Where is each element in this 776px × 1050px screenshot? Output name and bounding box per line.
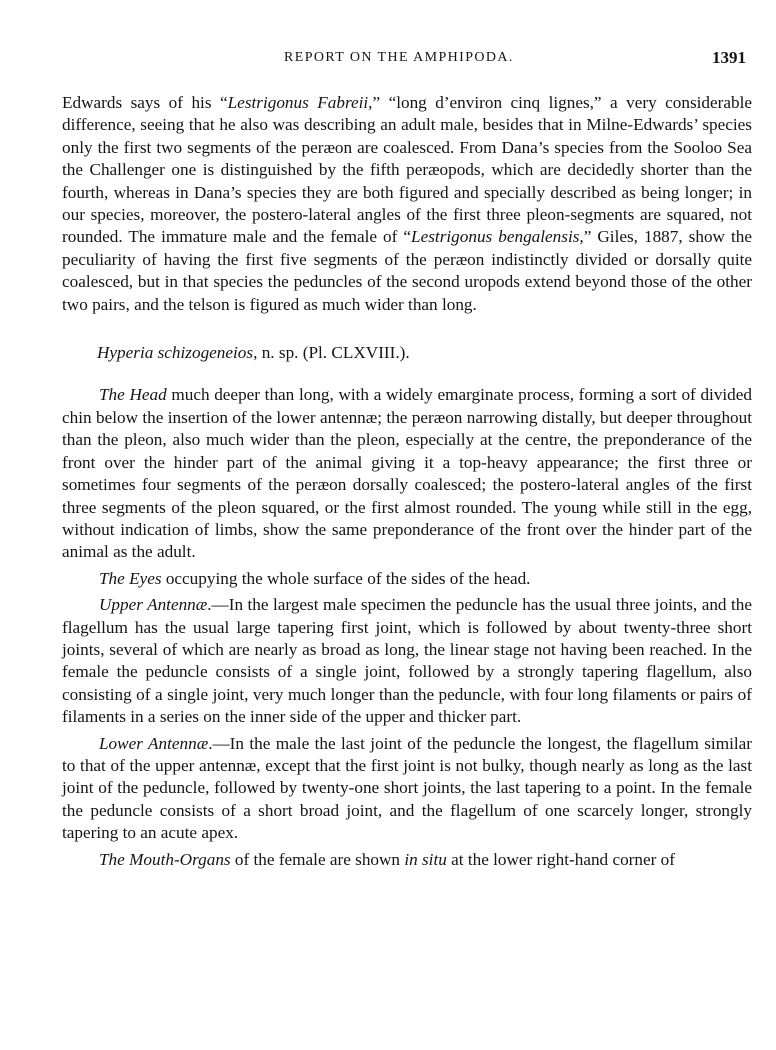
body-text: [62, 92, 752, 871]
paragraph-continuation: Edwards says of his “Lestrigonus Fabreii,” “long d’environ cinq lignes,” a very considerable difference, seeing that he also was describing an adult male, besides that in Milne-Edwards’ species only the first two segments of the peræon are coalesced. From Dana’s species from the Sooloo Sea the Challenger one is distinguished by the fifth peræopods, which are decidedly shorter than the fourth, whereas in Dana’s species they are both figured and specially described as being longer; in our species, moreover, the postero-lateral angles of the first three pleon-segments are squared, not rounded. The immature male and the female of “Lestrigonus bengalensis,” Giles, 1887, show the peculiarity of having the first five segments of the peræon indistinctly divided or dorsally quite coalesced, but in that species the peduncles of the second uropods extend beyond those of the other two pairs, and the telson is figured as much wider than long.: [62, 93, 752, 314]
paragraph-head: The Head much deeper than long, with a widely emarginate process, forming a sort of divided chin below the insertion of the lower antennæ; the peræon narrowing distally, but deeper throughout than the pleon, also much wider than the pleon, especially at the centre, the preponderance of the front over the hinder part of the animal giving it a top-heavy appearance; the first three or sometimes four segments of the peræon dorsally coalesced; the postero-lateral angles of the first three segments of the pleon squared, or the first almost rounded. The young while still in the egg, without indication of limbs, show the same preponderance of the front over the hinder part of the animal as the adult.: [62, 385, 753, 562]
page-header: [0, 48, 776, 72]
paragraph-mouth-organs: The Mouth-Organs of the female are shown in situ at the lower right-hand corner of: [99, 849, 675, 869]
paragraph-lower-antennae: Lower Antennæ.—In the male the last joint of the peduncle the longest, the flagellum similar to that of the upper antennæ, except that the first joint is not bulky, though nearly as long as the last joint of the peduncle, followed by twenty-one short joints, the last tapering to a point. In the female the peduncle consists of a short broad joint, and the flagellum of one scarcely longer, strongly tapering to an acute apex.: [62, 733, 752, 843]
paragraph-upper-antennae: Upper Antennæ.—In the largest male specimen the peduncle has the usual three joints, and the flagellum has the usual large tapering first joint, which is followed by about twenty-three short joints, several of which are nearly as broad as long, the linear stage not having been reached. In the female the peduncle consists of a single joint, followed by a strongly tapering flagellum, also consisting of a single joint, very much longer than the peduncle, with four long filaments or pairs of filaments in a series on the inner side of the upper and thicker part.: [62, 595, 752, 727]
page-number: 1391: [712, 48, 746, 67]
running-title: REPORT ON THE AMPHIPODA.: [284, 50, 514, 65]
paragraph-eyes: The Eyes occupying the whole surface of the sides of the head.: [99, 568, 531, 588]
species-heading: Hyperia schizogeneios, n. sp. (Pl. CLXVIII.).: [97, 343, 410, 363]
